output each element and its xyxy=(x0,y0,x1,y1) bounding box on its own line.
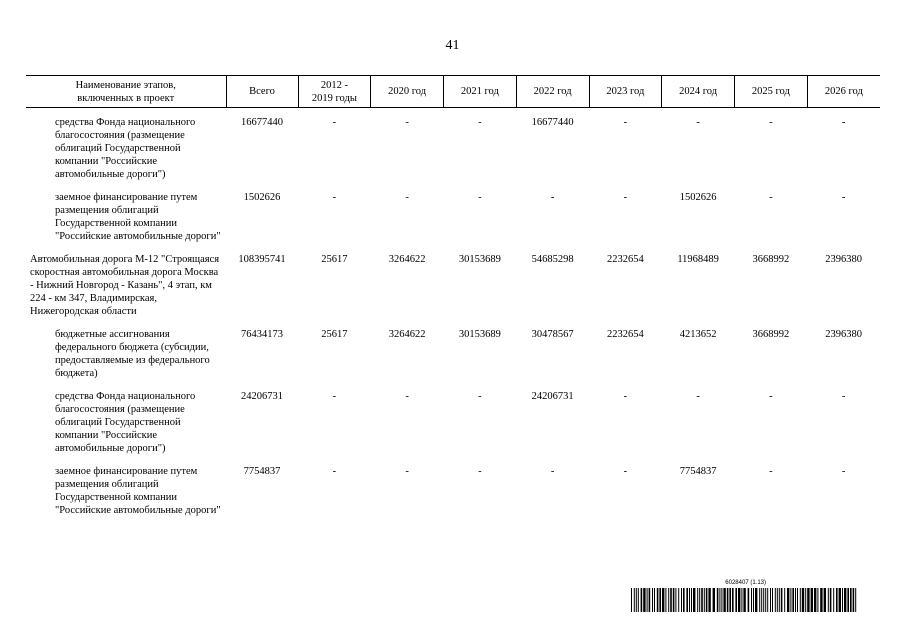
barcode-bars xyxy=(631,588,858,612)
row-value-cell: - xyxy=(332,466,337,477)
row-value-cell: - xyxy=(623,391,628,402)
row-value-cell: 25617 xyxy=(321,329,348,340)
row-value-cell: - xyxy=(841,117,846,128)
header-col-2: 2012 - 2019 годы xyxy=(298,76,371,108)
header-col-7: 2024 год xyxy=(662,76,735,108)
row-value-cell: - xyxy=(550,466,555,477)
row-value-cell: - xyxy=(405,466,409,477)
row-value-cell: 2396380 xyxy=(825,329,862,340)
header-col-3: 2020 год xyxy=(371,76,444,108)
row-stage-name: бюджетные ассигнования федерального бюджета (субсидии, предоставляемые из федерального бюджета) xyxy=(55,329,210,379)
table-header-row xyxy=(26,76,880,108)
row-value-cell: - xyxy=(478,391,482,402)
table-row xyxy=(26,457,880,519)
row-value-cell: - xyxy=(332,192,337,203)
row-value-cell: - xyxy=(696,391,700,402)
row-value-cell: - xyxy=(332,391,337,402)
row-value-cell: - xyxy=(623,117,628,128)
row-value-cell: 3264622 xyxy=(388,254,426,265)
budget-table xyxy=(26,75,880,519)
row-value-cell: 1502626 xyxy=(243,192,281,203)
row-value-cell: - xyxy=(550,192,555,203)
row-stage-name: заемное финансирование путем размещения облигаций Государственной компании "Российские автомобильные дороги" xyxy=(55,466,221,516)
row-value-cell: 24206731 xyxy=(241,391,283,402)
row-value-cell: 1502626 xyxy=(679,192,717,203)
table-body xyxy=(26,108,880,520)
row-stage-name: средства Фонда национального благосостояния (размещение облигаций Государственной компании "Российские автомобильные дороги") xyxy=(55,391,196,454)
row-value-cell: - xyxy=(478,466,482,477)
row-value-cell: 2232654 xyxy=(607,329,644,340)
table-row xyxy=(26,245,880,320)
row-stage-name: Автомобильная дорога М-12 "Строящаяся скоростная автомобильная дорога Москва - Нижний Новгород - Казань", 4 этап, км 224 - км 347, Владимирская, Нижегородская области xyxy=(30,254,220,317)
row-value-cell: - xyxy=(769,117,773,128)
row-value-cell: - xyxy=(623,466,628,477)
row-value-cell: - xyxy=(478,117,482,128)
row-value-cell: - xyxy=(696,117,700,128)
header-col-6: 2023 год xyxy=(589,76,662,108)
row-value-cell: - xyxy=(769,466,773,477)
row-value-cell: 25617 xyxy=(321,254,348,265)
row-value-cell: - xyxy=(769,192,773,203)
row-value-cell: 16677440 xyxy=(531,117,574,128)
table-row xyxy=(26,183,880,245)
row-value-cell: 2232654 xyxy=(607,254,644,265)
row-value-cell: 3264622 xyxy=(388,329,426,340)
row-value-cell: - xyxy=(405,391,409,402)
row-value-cell: 30478567 xyxy=(531,329,574,340)
header-col-8: 2025 год xyxy=(735,76,808,108)
row-value-cell: - xyxy=(841,466,846,477)
row-value-cell: - xyxy=(478,192,482,203)
header-col-4: 2021 год xyxy=(444,76,517,108)
header-col-1: Всего xyxy=(226,76,298,108)
row-stage-name: средства Фонда национального благосостояния (размещение облигаций Государственной компании "Российские автомобильные дороги") xyxy=(55,117,196,180)
header-col-9: 2026 год xyxy=(807,76,880,108)
row-value-cell: 4213652 xyxy=(679,329,717,340)
row-value-cell: - xyxy=(769,391,773,402)
row-value-cell: 108395741 xyxy=(238,254,286,265)
row-value-cell: 30153689 xyxy=(458,329,501,340)
row-value-cell: - xyxy=(841,192,846,203)
row-value-cell: 3668992 xyxy=(752,329,790,340)
barcode xyxy=(631,580,858,612)
row-value-cell: 7754837 xyxy=(243,466,281,477)
header-col-5: 2022 год xyxy=(516,76,589,108)
row-value-cell: 2396380 xyxy=(825,254,862,265)
table-row xyxy=(26,382,880,457)
row-value-cell: - xyxy=(405,117,409,128)
page-number: 41 xyxy=(445,38,460,53)
row-value-cell: 30153689 xyxy=(458,254,501,265)
row-value-cell: 54685298 xyxy=(531,254,574,265)
row-value-cell: 24206731 xyxy=(531,391,574,402)
row-value-cell: 3668992 xyxy=(752,254,790,265)
row-value-cell: - xyxy=(841,391,846,402)
row-value-cell: 76434173 xyxy=(241,329,283,340)
row-value-cell: 7754837 xyxy=(679,466,717,477)
table-row xyxy=(26,320,880,382)
table-row xyxy=(26,108,880,184)
barcode-caption: 6028407 (1.13) xyxy=(725,580,766,586)
row-value-cell: - xyxy=(332,117,337,128)
row-value-cell: 11968489 xyxy=(677,254,719,265)
row-value-cell: - xyxy=(405,192,409,203)
row-stage-name: заемное финансирование путем размещения облигаций Государственной компании "Российские автомобильные дороги" xyxy=(55,192,221,242)
header-stage-name: Наименование этапов, включенных в проект xyxy=(26,76,226,108)
row-value-cell: - xyxy=(623,192,628,203)
row-value-cell: 16677440 xyxy=(241,117,283,128)
